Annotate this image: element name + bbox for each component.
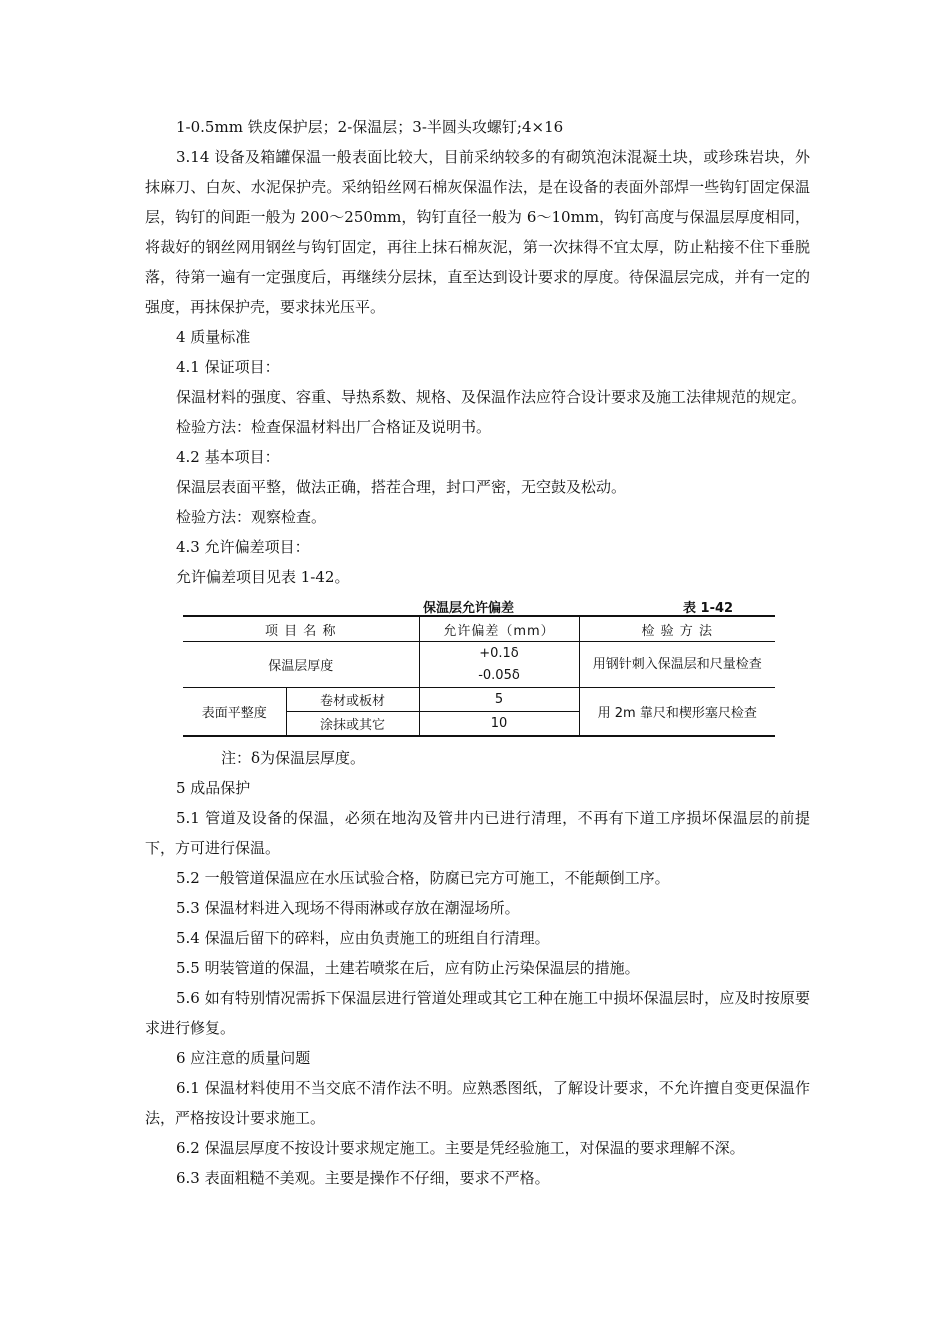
paragraph-6-2: 6.2 保温层厚度不按设计要求规定施工。主要是凭经验施工，对保温的要求理解不深。 (176, 1139, 745, 1157)
table-header-row (183, 616, 775, 642)
paragraph-4-2-method: 检验方法：观察检查。 (176, 508, 327, 526)
paragraph-5-2: 5.2 一般管道保温应在水压试验合格，防腐已完方可施工，不能颠倒工序。 (176, 869, 670, 887)
table-note: 注：δ为保温层厚度。 (221, 749, 366, 767)
header-method: 检 验 方 法 (579, 616, 775, 642)
tolerance-lower: -0.05δ (478, 667, 520, 683)
heading-6: 6 应注意的质量问题 (176, 1049, 311, 1067)
heading-4: 4 质量标准 (176, 328, 251, 346)
paragraph-5-1: 5.1 管道及设备的保温，必须在地沟及管井内已进行清理，不再有下道工序损坏保温层的前提下，方可进行保温。 (145, 809, 810, 857)
paragraph-4-1-method: 检验方法：检查保温材料出厂合格证及说明书。 (176, 418, 492, 436)
header-tolerance: 允许偏差（mm） (419, 616, 579, 642)
cell-material-2: 涂抹或其它 (286, 712, 419, 737)
paragraph-5-6: 5.6 如有特别情况需拆下保温层进行管道处理或其它工种在施工中损坏保温层时，应及时按原要求进行修复。 (145, 989, 810, 1037)
heading-5: 5 成品保护 (176, 779, 251, 797)
tolerance-table-block (183, 595, 775, 737)
cell-flatness-method: 用 2m 靠尺和楔形塞尺检查 (579, 688, 775, 737)
cell-material-1: 卷材或板材 (286, 688, 419, 712)
paragraph-5-4: 5.4 保温后留下的碎料，应由负责施工的班组自行清理。 (176, 929, 550, 947)
paragraph-6-3: 6.3 表面粗糙不美观。主要是操作不仔细，要求不严格。 (176, 1169, 550, 1187)
paragraph-6-1: 6.1 保温材料使用不当交底不清作法不明。应熟悉图纸，了解设计要求，不允许擅自变更保温作法，严格按设计要求施工。 (145, 1079, 810, 1127)
table-number: 表 1-42 (683, 601, 734, 616)
paragraph-4-1-body: 保温材料的强度、容重、导热系数、规格、及保温作法应符合设计要求及施工法律规范的规定。 (176, 388, 807, 406)
table-row (183, 688, 775, 712)
heading-4-3: 4.3 允许偏差项目： (176, 538, 310, 556)
cell-thickness-tolerance (419, 642, 579, 688)
paragraph-4-2-body: 保温层表面平整，做法正确，搭茬合理，封口严密，无空鼓及松动。 (176, 478, 627, 496)
cell-flatness-name: 表面平整度 (183, 688, 286, 737)
paragraph-4-3-body: 允许偏差项目见表 1-42。 (176, 568, 350, 586)
paragraph-caption-legend: 1-0.5mm 铁皮保护层；2-保温层；3-半圆头攻螺钉;4×16 (176, 118, 564, 136)
paragraph-5-5: 5.5 明装管道的保温，土建若喷浆在后，应有防止污染保温层的措施。 (176, 959, 640, 977)
document-page (145, 112, 810, 1193)
cell-thickness-name: 保温层厚度 (183, 642, 419, 688)
table-caption (183, 595, 775, 615)
heading-4-2: 4.2 基本项目： (176, 448, 280, 466)
tolerance-table (183, 615, 775, 737)
cell-tolerance-1: 5 (419, 688, 579, 712)
cell-tolerance-2: 10 (419, 712, 579, 737)
tolerance-upper: +0.1δ (479, 645, 519, 661)
header-name: 项 目 名 称 (183, 616, 419, 642)
heading-4-1: 4.1 保证项目： (176, 358, 280, 376)
cell-thickness-method: 用钢针刺入保温层和尺量检查 (579, 642, 775, 688)
paragraph-3-14: 3.14 设备及箱罐保温一般表面比较大，目前采纳较多的有砌筑泡沫混凝土块，或珍珠岩块，外抹麻刀、白灰、水泥保护壳。采纳铅丝网石棉灰保温作法，是在设备的表面外部焊一些钩钉固定保温层，钩钉的间距一般为 200～250mm，钩钉直径一般为 6～10mm，钩钉高度与保温层厚度相同，将裁好的钢丝网用钢丝与钩钉固定，再往上抹石棉灰泥，第一次抹得不宜太厚，防止粘接不住下垂脱落，待第一遍有一定强度后，再继续分层抹，直至达到设计要求的厚度。待保温层完成，并有一定的强度，再抹保护壳，要求抹光压平。 (145, 148, 810, 316)
table-row (183, 642, 775, 688)
table-title: 保温层允许偏差 (423, 601, 515, 616)
paragraph-5-3: 5.3 保温材料进入现场不得雨淋或存放在潮湿场所。 (176, 899, 520, 917)
